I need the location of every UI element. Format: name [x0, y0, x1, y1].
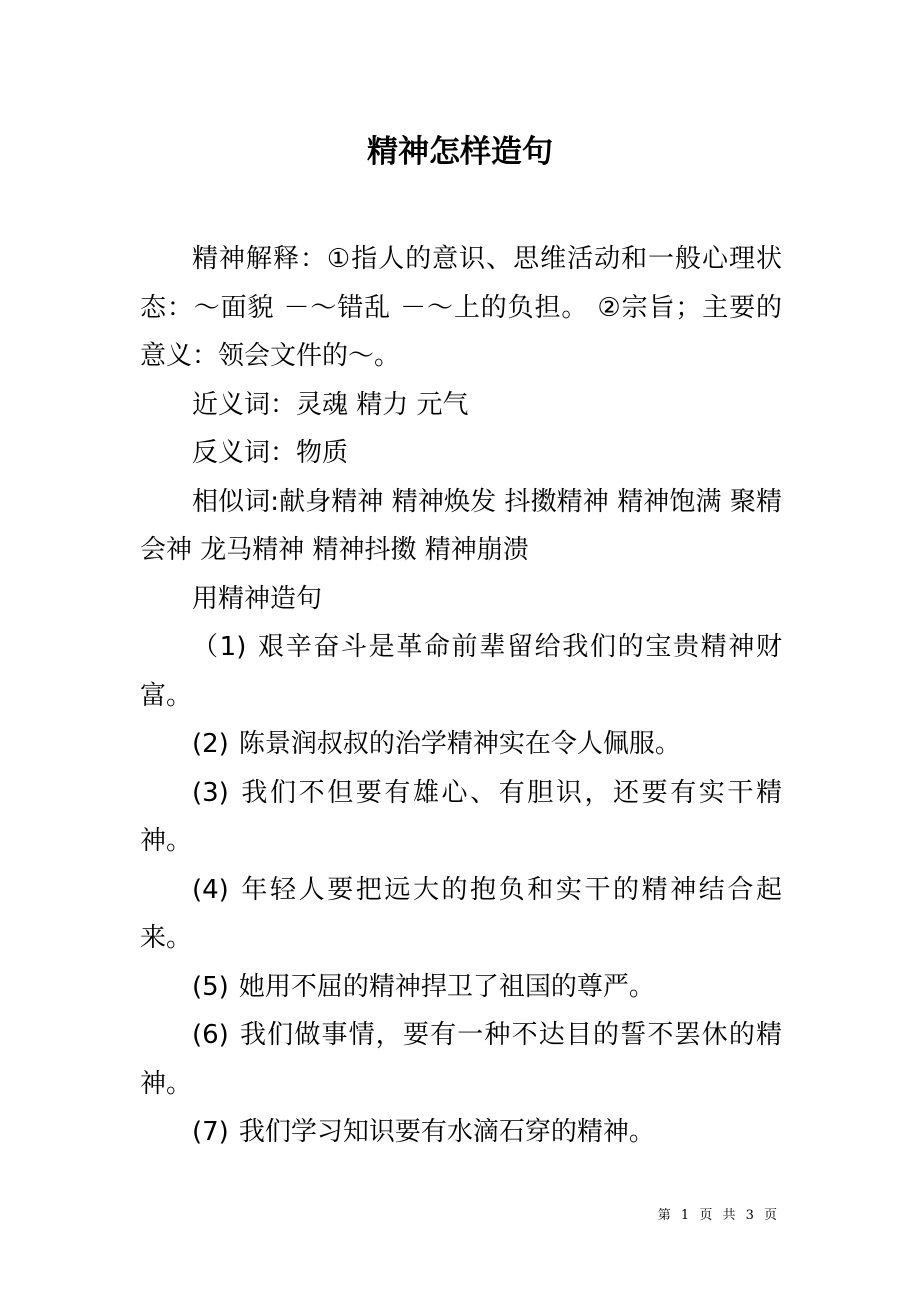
page-number-footer: 第 1 页 共 3 页 [657, 1208, 780, 1223]
sentence-text: 艰辛奋斗是革命前辈留给我们的宝贵精神财富。 [140, 632, 782, 711]
example-sentence [140, 623, 782, 720]
example-sentence [140, 1108, 782, 1157]
example-sentence [140, 866, 782, 963]
sentence-number: (5) [192, 971, 229, 1002]
sentence-text: 年轻人要把远大的抱负和实干的精神结合起来。 [140, 874, 782, 953]
sentence-number: (4) [192, 874, 229, 905]
document-title: 精神怎样造句 [367, 134, 553, 170]
synonyms-paragraph: 近义词：灵魂 精力 元气 [192, 389, 469, 420]
sentence-number: (6) [192, 1020, 229, 1050]
sentence-number: (7) [192, 1117, 229, 1147]
example-sentence [140, 1011, 782, 1108]
sentence-text: 陈景润叔叔的治学精神实在令人佩服。 [238, 729, 681, 759]
example-sentence [140, 720, 782, 769]
document-body [140, 235, 782, 1157]
example-sentence [140, 963, 782, 1012]
sentence-text: 她用不屈的精神捍卫了祖国的尊严。 [238, 971, 655, 1002]
antonyms-paragraph: 反义词：物质 [192, 438, 349, 468]
sentence-text: 我们不但要有雄心、有胆识，还要有实干精神。 [140, 777, 782, 856]
example-sentence [140, 769, 782, 866]
definition-paragraph: 精神解释：①指人的意识、思维活动和一般心理状态：～面貌 －～错乱 －～上的负担。 ②宗旨；主要的意义：领会文件的～。 [140, 244, 782, 371]
sentence-number: (3) [192, 777, 229, 808]
sentence-text: 我们做事情，要有一种不达目的誓不罢休的精神。 [140, 1020, 782, 1099]
similar-words-paragraph: 相似词:献身精神 精神焕发 抖擞精神 精神饱满 聚精会神 龙马精神 精神抖擞 精神崩溃 [140, 486, 782, 565]
sentence-number: (2) [192, 729, 229, 759]
sentence-number: （1) [192, 632, 247, 662]
section-heading: 用精神造句 [192, 583, 323, 614]
sentence-text: 我们学习知识要有水滴石穿的精神。 [238, 1117, 655, 1147]
